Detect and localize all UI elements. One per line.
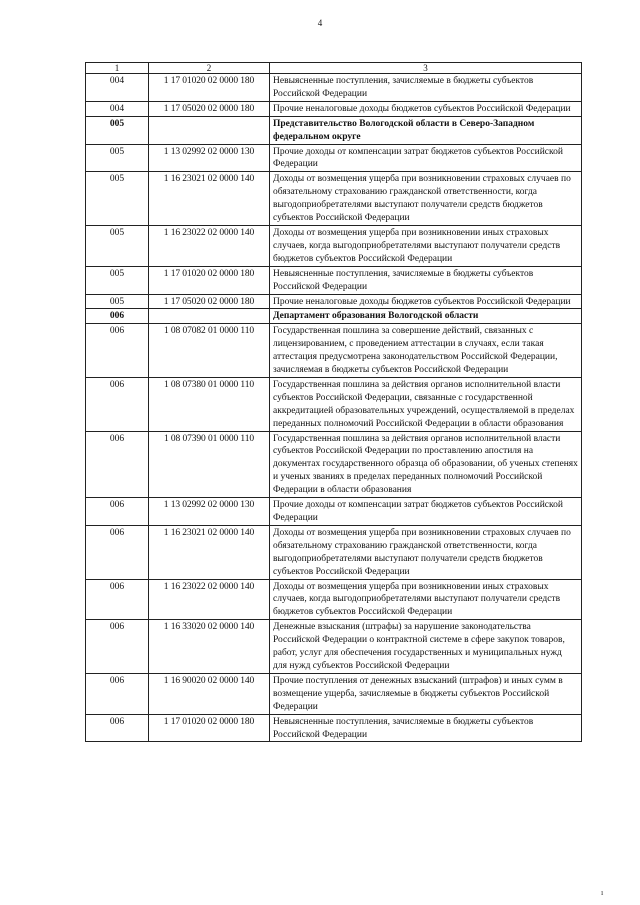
admin-code-cell: 005 <box>86 294 149 309</box>
table-header-row <box>86 63 582 74</box>
admin-code-cell: 006 <box>86 579 149 620</box>
revenue-name-cell: Государственная пошлина за совершение действий, связанных с лицензированием, с проведением аттестации в случаях, если такая аттестация предусмотрена законодательством Российской Федерации, зачисляемая в бюджеты субъектов Российской Федерации <box>270 324 582 378</box>
table-row <box>86 525 582 579</box>
revenue-name-cell: Денежные взыскания (штрафы) за нарушение законодательства Российской Федерации о контрактной системе в сфере закупок товаров, работ, услуг для обеспечения государственных и муниципальных нужд для нужд субъектов Российской Федерации <box>270 620 582 674</box>
table-row <box>86 101 582 116</box>
column-header-3: 3 <box>270 63 582 74</box>
admin-code-cell: 006 <box>86 309 149 324</box>
budget-code-cell <box>149 116 270 144</box>
admin-code-cell: 006 <box>86 431 149 498</box>
admin-code-cell: 006 <box>86 673 149 714</box>
revenue-name-cell: Прочие неналоговые доходы бюджетов субъектов Российской Федерации <box>270 101 582 116</box>
admin-code-cell: 006 <box>86 620 149 674</box>
revenue-name-cell: Прочие поступления от денежных взысканий (штрафов) и иных сумм в возмещение ущерба, зачисляемые в бюджеты субъектов Российской Федерации <box>270 673 582 714</box>
budget-code-cell: 1 16 23022 02 0000 140 <box>149 225 270 266</box>
table-section-row <box>86 116 582 144</box>
column-header-2: 2 <box>149 63 270 74</box>
budget-code-cell: 1 17 05020 02 0000 180 <box>149 294 270 309</box>
budget-code-cell <box>149 309 270 324</box>
revenue-codes-table <box>85 62 582 742</box>
revenue-name-cell: Доходы от возмещения ущерба при возникновении иных страховых случаев, когда выгодоприобретателями выступают получатели средств бюджетов субъектов Российской Федерации <box>270 225 582 266</box>
revenue-name-cell: Прочие доходы от компенсации затрат бюджетов субъектов Российской Федерации <box>270 144 582 172</box>
admin-code-cell: 006 <box>86 714 149 742</box>
table-row <box>86 144 582 172</box>
admin-code-cell: 005 <box>86 144 149 172</box>
budget-code-cell: 1 17 01020 02 0000 180 <box>149 714 270 742</box>
revenue-name-cell: Прочие доходы от компенсации затрат бюджетов субъектов Российской Федерации <box>270 498 582 526</box>
table-row <box>86 673 582 714</box>
budget-code-cell: 1 17 01020 02 0000 180 <box>149 74 270 102</box>
table-row <box>86 324 582 378</box>
budget-code-cell: 1 08 07082 01 0000 110 <box>149 324 270 378</box>
table-row <box>86 714 582 742</box>
table-row <box>86 498 582 526</box>
budget-code-cell: 1 17 01020 02 0000 180 <box>149 266 270 294</box>
budget-code-cell: 1 13 02992 02 0000 130 <box>149 144 270 172</box>
admin-code-cell: 005 <box>86 266 149 294</box>
revenue-name-cell: Прочие неналоговые доходы бюджетов субъектов Российской Федерации <box>270 294 582 309</box>
table-body <box>86 74 582 742</box>
admin-code-cell: 006 <box>86 525 149 579</box>
revenue-name-cell: Представительство Вологодской области в Северо-Западном федеральном округе <box>270 116 582 144</box>
table-row <box>86 620 582 674</box>
edge-mark: ı <box>601 888 604 897</box>
budget-code-cell: 1 16 23021 02 0000 140 <box>149 525 270 579</box>
budget-code-cell: 1 16 23021 02 0000 140 <box>149 172 270 226</box>
revenue-name-cell: Невыясненные поступления, зачисляемые в бюджеты субъектов Российской Федерации <box>270 714 582 742</box>
budget-code-cell: 1 17 05020 02 0000 180 <box>149 101 270 116</box>
admin-code-cell: 006 <box>86 498 149 526</box>
admin-code-cell: 006 <box>86 377 149 431</box>
table-row <box>86 431 582 498</box>
revenue-name-cell: Доходы от возмещения ущерба при возникновении страховых случаев по обязательному страхованию гражданской ответственности, когда выгодоприобретателями выступают получатели средств бюджетов субъектов Российской Федерации <box>270 172 582 226</box>
admin-code-cell: 004 <box>86 74 149 102</box>
budget-code-cell: 1 16 23022 02 0000 140 <box>149 579 270 620</box>
budget-code-cell: 1 16 90020 02 0000 140 <box>149 673 270 714</box>
admin-code-cell: 005 <box>86 116 149 144</box>
table-row <box>86 377 582 431</box>
admin-code-cell: 005 <box>86 225 149 266</box>
revenue-name-cell: Невыясненные поступления, зачисляемые в бюджеты субъектов Российской Федерации <box>270 74 582 102</box>
budget-code-cell: 1 08 07380 01 0000 110 <box>149 377 270 431</box>
revenue-name-cell: Государственная пошлина за действия органов исполнительной власти субъектов Российской Федерации, связанные с государственной аккредитацией образовательных учреждений, осуществляемой в пределах переданных полномочий Российской Федерации в области образования <box>270 377 582 431</box>
table-row <box>86 74 582 102</box>
column-header-1: 1 <box>86 63 149 74</box>
revenue-name-cell: Невыясненные поступления, зачисляемые в бюджеты субъектов Российской Федерации <box>270 266 582 294</box>
budget-code-cell: 1 13 02992 02 0000 130 <box>149 498 270 526</box>
table-row <box>86 225 582 266</box>
admin-code-cell: 006 <box>86 324 149 378</box>
page-number: 4 <box>317 18 323 28</box>
table-section-row <box>86 309 582 324</box>
table-row <box>86 579 582 620</box>
admin-code-cell: 005 <box>86 172 149 226</box>
table-row <box>86 294 582 309</box>
revenue-name-cell: Государственная пошлина за действия органов исполнительной власти субъектов Российской Федерации по проставлению апостиля на документах государственного образца об образовании, об ученых степенях и ученых званиях в пределах переданных полномочий Российской Федерации в области образования <box>270 431 582 498</box>
revenue-name-cell: Доходы от возмещения ущерба при возникновении страховых случаев по обязательному страхованию гражданской ответственности, когда выгодоприобретателями выступают получатели средств бюджетов субъектов Российской Федерации <box>270 525 582 579</box>
table-row <box>86 172 582 226</box>
revenue-name-cell: Доходы от возмещения ущерба при возникновении иных страховых случаев, когда выгодоприобретателями выступают получатели средств бюджетов субъектов Российской Федерации <box>270 579 582 620</box>
admin-code-cell: 004 <box>86 101 149 116</box>
budget-code-cell: 1 08 07390 01 0000 110 <box>149 431 270 498</box>
budget-code-cell: 1 16 33020 02 0000 140 <box>149 620 270 674</box>
revenue-name-cell: Департамент образования Вологодской области <box>270 309 582 324</box>
table-row <box>86 266 582 294</box>
